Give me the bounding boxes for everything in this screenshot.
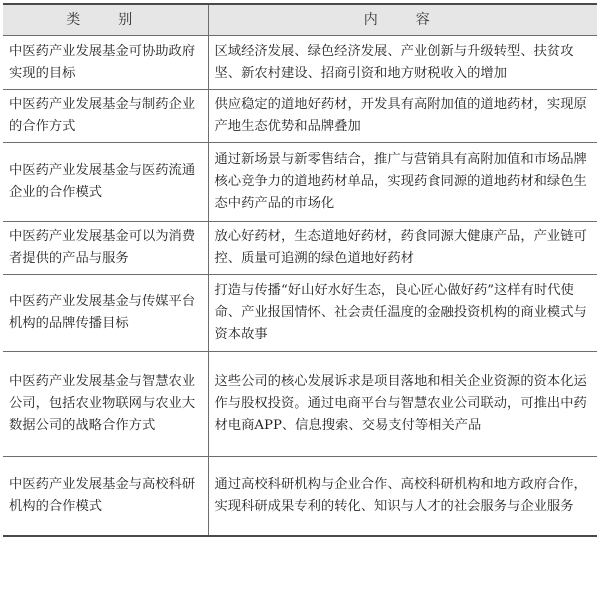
row-content: 放心好药材，生态道地好药材，药食同源大健康产品，产业链可控、质量可追溯的绿色道地好药材: [208, 222, 597, 275]
cooperation-table: [3, 3, 597, 537]
table-container: [3, 3, 597, 537]
row-category: 中医药产业发展基金与传媒平台机构的品牌传播目标: [3, 275, 208, 352]
header-category: 类 别: [3, 4, 208, 36]
table-row: [3, 352, 597, 457]
table-row: [3, 222, 597, 275]
table-row: [3, 90, 597, 143]
row-category: 中医药产业发展基金可协助政府实现的目标: [3, 36, 208, 90]
table-row: [3, 275, 597, 352]
table-row: [3, 36, 597, 90]
row-category: 中医药产业发展基金可以为消费者提供的产品与服务: [3, 222, 208, 275]
row-content: 区域经济发展、绿色经济发展、产业创新与升级转型、扶贫攻坚、新农村建设、招商引资和地方财税收入的增加: [208, 36, 597, 90]
row-content: 通过新场景与新零售结合，推广与营销具有高附加值和市场品牌核心竞争力的道地药材单品，实现药食同源的道地药材和绿色生态中药产品的市场化: [208, 143, 597, 222]
row-category: 中医药产业发展基金与医药流通企业的合作模式: [3, 143, 208, 222]
header-content: 内 容: [208, 4, 597, 36]
row-category: 中医药产业发展基金与制药企业的合作方式: [3, 90, 208, 143]
row-category: 中医药产业发展基金与高校科研机构的合作模式: [3, 457, 208, 537]
row-content: 打造与传播“好山好水好生态，良心匠心做好药”这样有时代使命、产业报国情怀、社会责任温度的金融投资机构的商业模式与资本故事: [208, 275, 597, 352]
table-header-row: [3, 4, 597, 36]
table-row: [3, 143, 597, 222]
row-category: 中医药产业发展基金与智慧农业公司，包括农业物联网与农业大数据公司的战略合作方式: [3, 352, 208, 457]
table-row: [3, 457, 597, 537]
row-content: 这些公司的核心发展诉求是项目落地和相关企业资源的资本化运作与股权投资。通过电商平台与智慧农业公司联动，可推出中药材电商APP、信息搜索、交易支付等相关产品: [208, 352, 597, 457]
row-content: 通过高校科研机构与企业合作、高校科研机构和地方政府合作，实现科研成果专利的转化、知识与人才的社会服务与企业服务: [208, 457, 597, 537]
row-content: 供应稳定的道地好药材，开发具有高附加值的道地药材，实现原产地生态优势和品牌叠加: [208, 90, 597, 143]
